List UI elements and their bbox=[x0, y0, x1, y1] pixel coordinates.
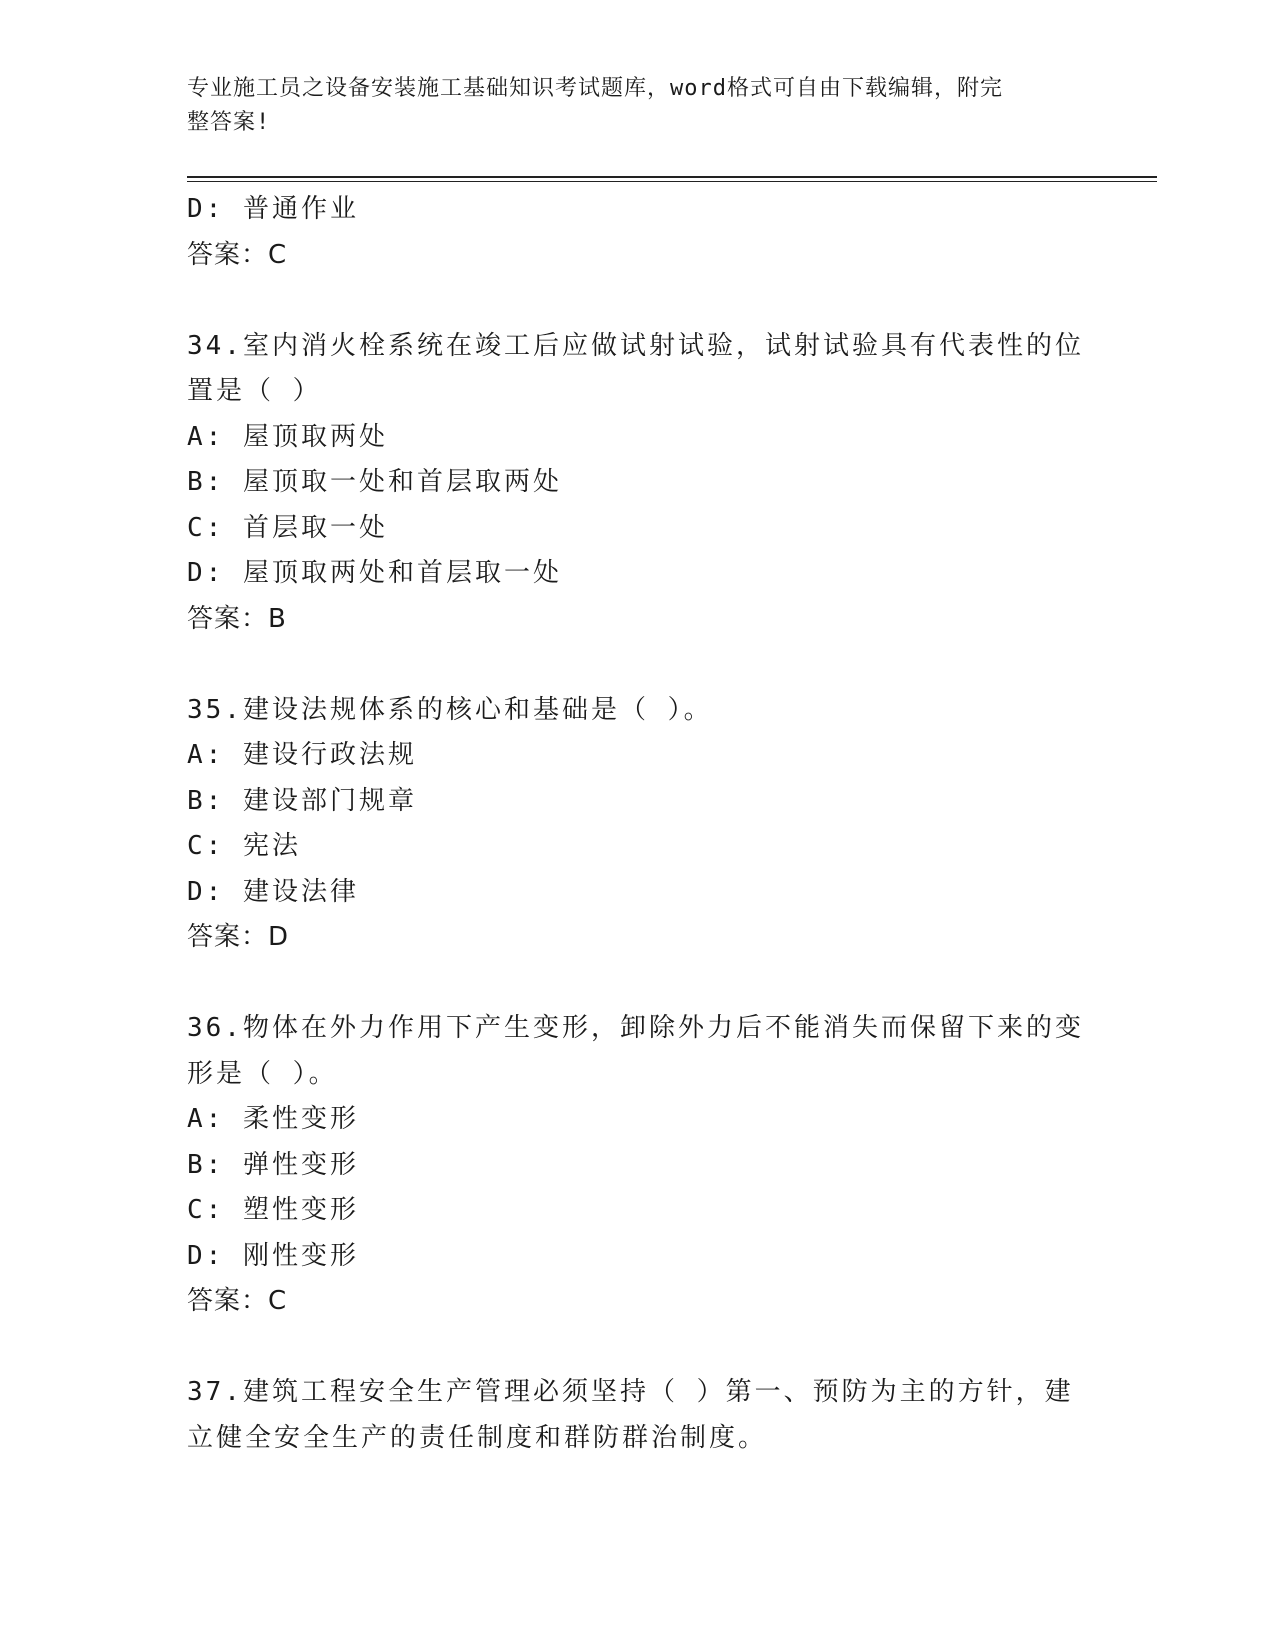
spacer bbox=[187, 278, 1087, 324]
q34-option-a: A: 屋顶取两处 bbox=[187, 421, 388, 452]
q37-stem-line-2: 立健全安全生产的责任制度和群防群治制度。 bbox=[187, 1422, 768, 1453]
q34-answer: 答案：B bbox=[187, 603, 287, 634]
prev-option-d: D: 普通作业 bbox=[187, 194, 359, 224]
q36-stem-line-2: 形是（ ）。 bbox=[187, 1058, 338, 1089]
q34-option-d: D: 屋顶取两处和首层取一处 bbox=[187, 558, 562, 588]
q36-option-a: A: 柔性变形 bbox=[187, 1104, 359, 1134]
q35-option-d: D: 建设法律 bbox=[187, 876, 359, 907]
q34-option-b: B: 屋顶取一处和首层取两处 bbox=[187, 467, 562, 497]
q34-option-c: C: 首层取一处 bbox=[187, 512, 388, 543]
q36-stem-line-1: 36.物体在外力作用下产生变形，卸除外力后不能消失而保留下来的变 bbox=[187, 1013, 1084, 1043]
q35-option-c: C: 宪法 bbox=[187, 831, 301, 861]
q35-answer: 答案：D bbox=[187, 922, 290, 952]
page-header bbox=[187, 72, 1067, 140]
q36-option-d: D: 刚性变形 bbox=[187, 1240, 359, 1271]
spacer bbox=[187, 961, 1087, 1007]
header-title-line-1: 专业施工员之设备安装施工基础知识考试题库，word格式可自由下载编辑，附完 bbox=[187, 76, 1003, 101]
q35-option-b: B: 建设部门规章 bbox=[187, 785, 417, 816]
q37-stem-line-1: 37.建筑工程安全生产管理必须坚持（ ）第一、预防为主的方针，建 bbox=[187, 1377, 1074, 1407]
q36-answer: 答案：C bbox=[187, 1286, 288, 1316]
question-list bbox=[187, 187, 1087, 1461]
q34-stem-line-1: 34.室内消火栓系统在竣工后应做试射试验，试射试验具有代表性的位 bbox=[187, 330, 1084, 361]
q35-stem-line-1: 35.建设法规体系的核心和基础是（ ）。 bbox=[187, 694, 713, 725]
q36-option-b: B: 弹性变形 bbox=[187, 1149, 359, 1180]
spacer bbox=[187, 1325, 1087, 1371]
header-divider-thick bbox=[187, 176, 1157, 178]
q36-option-c: C: 塑性变形 bbox=[187, 1195, 359, 1225]
header-divider-thin bbox=[187, 181, 1157, 182]
prev-answer: 答案：C bbox=[187, 239, 288, 270]
q34-stem-line-2: 置是（ ） bbox=[187, 376, 322, 406]
header-title-line-2: 整答案! bbox=[187, 110, 271, 135]
q35-option-a: A: 建设行政法规 bbox=[187, 740, 417, 770]
spacer bbox=[187, 642, 1087, 688]
